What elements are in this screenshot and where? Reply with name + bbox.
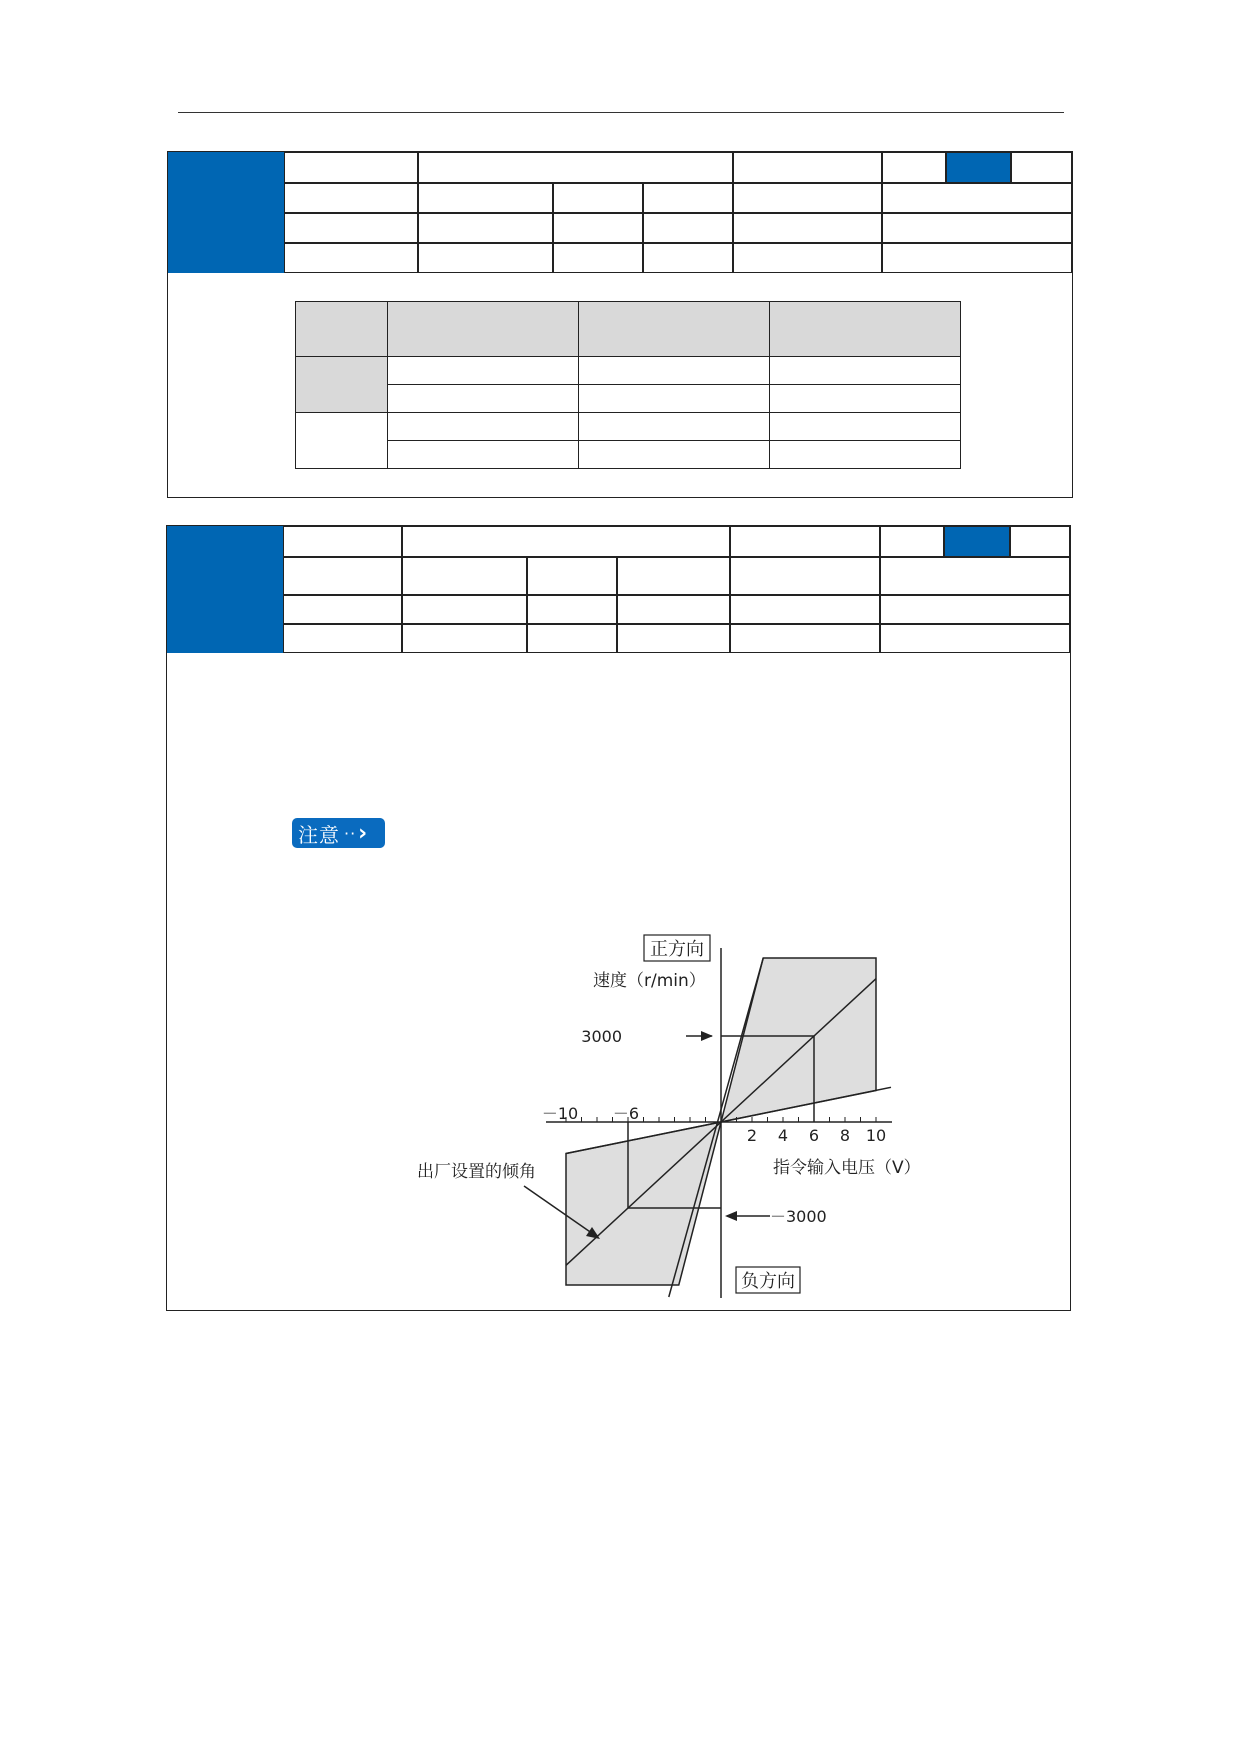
param-row4-col5-cell	[730, 624, 880, 653]
table-cell	[770, 441, 961, 469]
table-row	[296, 357, 961, 385]
param-range-value-cell	[402, 557, 527, 595]
table-header-cell	[388, 302, 579, 357]
param-range-label-cell	[283, 557, 402, 595]
param-name-value-cell	[402, 526, 730, 557]
setting-value-table	[295, 301, 961, 469]
param-effective-label-cell	[284, 213, 418, 243]
arrow-right-icon	[701, 1031, 713, 1041]
param-row4-col3-cell	[553, 243, 643, 273]
param-row4-value-cell	[418, 243, 553, 273]
param-mode-cell-s-active	[946, 152, 1011, 183]
param-category-label-cell	[553, 213, 643, 243]
table-cell	[770, 385, 961, 413]
param-category-label-cell	[527, 595, 617, 624]
speed-voltage-chart	[400, 930, 960, 1300]
table-cell	[579, 357, 770, 385]
param-related-label-cell	[733, 213, 882, 243]
table-header-cell	[296, 302, 388, 357]
param-category-value-cell	[617, 595, 730, 624]
table-cell	[770, 413, 961, 441]
table-row	[296, 441, 961, 469]
param-unit-value-cell	[617, 557, 730, 595]
x-axis-label: 指令输入电压（V）	[773, 1158, 921, 1178]
table-cell	[388, 385, 579, 413]
positive-direction-label: 正方向	[650, 939, 704, 960]
parameter-code-tag-2	[167, 526, 283, 653]
param-effective-label-cell	[283, 595, 402, 624]
param-mode-label-cell	[733, 152, 882, 183]
y-marker-positive: 3000	[581, 1027, 622, 1046]
param-category-value-cell	[643, 213, 733, 243]
table-cell	[388, 413, 579, 441]
x-tick-label-10: 10	[865, 1126, 887, 1145]
param-default-value-cell	[882, 183, 1072, 213]
table-header-cell	[770, 302, 961, 357]
param-mode-cell-p	[880, 526, 944, 557]
param-name-label-cell	[284, 152, 418, 183]
notice-label: 注意	[298, 822, 340, 847]
param-row4-col6-cell	[880, 624, 1070, 653]
table-group-cell	[296, 357, 388, 413]
x-tick-label-8: 8	[839, 1126, 851, 1145]
table-cell	[579, 441, 770, 469]
parameter-code-tag-1	[168, 152, 284, 273]
table-group-cell	[296, 413, 388, 469]
param-mode-cell-p	[882, 152, 946, 183]
param-unit-label-cell	[553, 183, 643, 213]
arrow-left-icon	[725, 1211, 737, 1221]
negative-adjust-region	[566, 1122, 721, 1285]
param-related-value-cell	[880, 595, 1070, 624]
param-mode-cell-t	[1011, 152, 1072, 183]
table-row	[296, 413, 961, 441]
param-row4-col3-cell	[527, 624, 617, 653]
y-axis-label: 速度（r/min）	[593, 971, 706, 991]
param-related-label-cell	[730, 595, 880, 624]
param-row4-col4-cell	[643, 243, 733, 273]
table-header-row	[296, 302, 961, 357]
param-mode-cell-t	[1010, 526, 1070, 557]
x-tick-label-2: 2	[746, 1126, 758, 1145]
negative-direction-label: 负方向	[741, 1271, 795, 1292]
x-tick-label-neg6: －6	[612, 1104, 640, 1123]
y-marker-negative: －3000	[770, 1207, 827, 1226]
param-unit-value-cell	[643, 183, 733, 213]
param-default-label-cell	[730, 557, 880, 595]
header-rule	[178, 112, 1064, 113]
table-cell	[579, 385, 770, 413]
param-row4-col5-cell	[733, 243, 882, 273]
param-row4-label-cell	[284, 243, 418, 273]
param-range-label-cell	[284, 183, 418, 213]
notice-dots: ··	[344, 823, 357, 843]
param-row4-col6-cell	[882, 243, 1072, 273]
table-cell	[770, 357, 961, 385]
table-row	[296, 385, 961, 413]
param-row4-value-cell	[402, 624, 527, 653]
table-header-cell	[579, 302, 770, 357]
table-cell	[579, 413, 770, 441]
notice-badge	[292, 818, 385, 848]
param-mode-label-cell	[730, 526, 880, 557]
param-effective-value-cell	[402, 595, 527, 624]
x-tick-label-6: 6	[808, 1126, 820, 1145]
parameter-block-1	[167, 151, 1073, 498]
factory-slope-label: 出厂设置的倾角	[417, 1162, 536, 1182]
param-name-value-cell	[418, 152, 733, 183]
param-mode-cell-s-active	[944, 526, 1010, 557]
param-related-value-cell	[882, 213, 1072, 243]
table-cell	[388, 441, 579, 469]
param-row4-col4-cell	[617, 624, 730, 653]
param-unit-label-cell	[527, 557, 617, 595]
table-cell	[388, 357, 579, 385]
param-row4-label-cell	[283, 624, 402, 653]
param-default-value-cell	[880, 557, 1070, 595]
chevron-right-icon: ›	[358, 820, 369, 846]
x-tick-label-4: 4	[777, 1126, 789, 1145]
param-name-label-cell	[283, 526, 402, 557]
positive-adjust-region	[721, 958, 876, 1122]
param-effective-value-cell	[418, 213, 553, 243]
x-tick-label-neg10: －10	[541, 1104, 579, 1123]
param-range-value-cell	[418, 183, 553, 213]
param-default-label-cell	[733, 183, 882, 213]
